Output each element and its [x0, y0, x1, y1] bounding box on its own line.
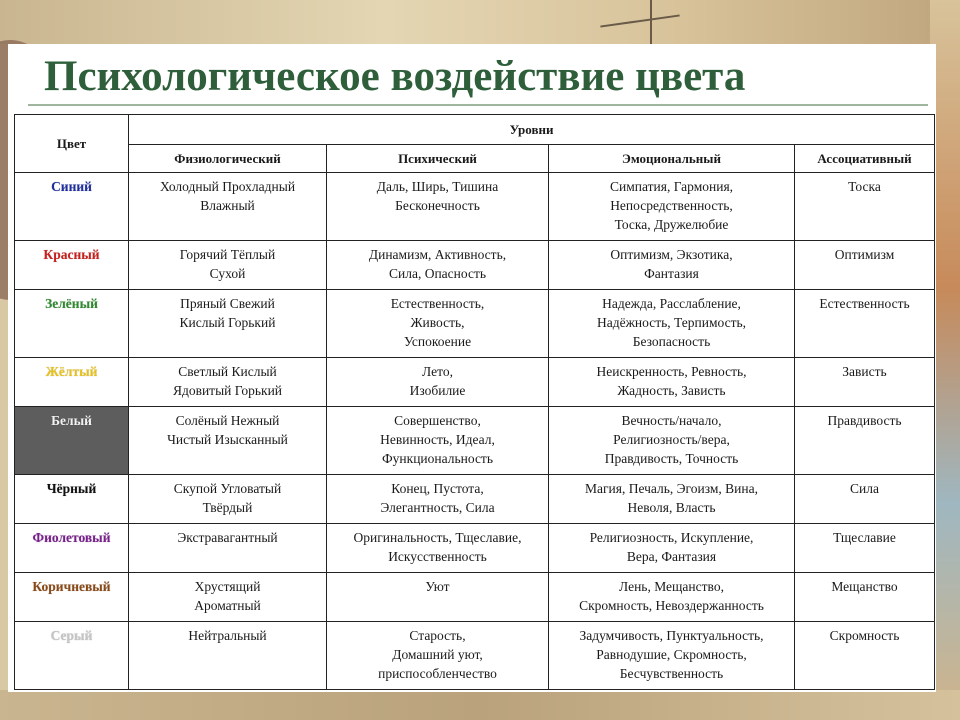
color-name: Белый — [15, 407, 129, 475]
color-name: Жёлтый — [15, 358, 129, 407]
color-name: Фиолетовый — [15, 524, 129, 573]
physiological-cell: Хрустящий Ароматный — [129, 573, 327, 622]
physiological-cell: Нейтральный — [129, 622, 327, 690]
table-row — [15, 573, 935, 622]
color-name: Коричневый — [15, 573, 129, 622]
background-bottom-band — [0, 690, 960, 720]
physiological-cell: Солёный Нежный Чистый Изысканный — [129, 407, 327, 475]
page-title: Психологическое воздействие цвета — [44, 53, 746, 100]
emotional-cell: Вечность/начало, Религиозность/вера, Правдивость, Точность — [549, 407, 795, 475]
color-name: Красный — [15, 241, 129, 290]
emotional-cell: Лень, Мещанство, Скромность, Невоздержанность — [549, 573, 795, 622]
physiological-cell: Экстравагантный — [129, 524, 327, 573]
table-row — [15, 241, 935, 290]
associative-cell: Мещанство — [795, 573, 935, 622]
color-name: Синий — [15, 173, 129, 241]
associative-cell: Скромность — [795, 622, 935, 690]
background-top-band — [0, 0, 960, 44]
physiological-cell: Светлый Кислый Ядовитый Горький — [129, 358, 327, 407]
physiological-cell: Пряный Свежий Кислый Горький — [129, 290, 327, 358]
background-line — [650, 0, 652, 44]
table-header-row — [15, 115, 935, 145]
emotional-cell: Оптимизм, Экзотика, Фантазия — [549, 241, 795, 290]
associative-cell: Правдивость — [795, 407, 935, 475]
slide — [8, 44, 936, 692]
color-psychology-table — [14, 114, 935, 690]
color-name: Чёрный — [15, 475, 129, 524]
associative-cell: Оптимизм — [795, 241, 935, 290]
physiological-cell: Скупой Угловатый Твёрдый — [129, 475, 327, 524]
associative-cell: Естественность — [795, 290, 935, 358]
associative-cell: Тщеславие — [795, 524, 935, 573]
psychic-cell: Уют — [327, 573, 549, 622]
psychic-cell: Совершенство, Невинность, Идеал, Функциональность — [327, 407, 549, 475]
emotional-cell: Магия, Печаль, Эгоизм, Вина, Неволя, Власть — [549, 475, 795, 524]
psychic-cell: Конец, Пустота, Элегантность, Сила — [327, 475, 549, 524]
table-row — [15, 475, 935, 524]
psychic-cell: Лето, Изобилие — [327, 358, 549, 407]
emotional-cell: Неискренность, Ревность, Жадность, Зависть — [549, 358, 795, 407]
associative-cell: Тоска — [795, 173, 935, 241]
psychic-cell: Оригинальность, Тщеславие, Искусственность — [327, 524, 549, 573]
emotional-cell: Религиозность, Искупление, Вера, Фантазия — [549, 524, 795, 573]
physiological-cell: Холодный Прохладный Влажный — [129, 173, 327, 241]
header-emotional: Эмоциональный — [549, 145, 795, 173]
psychic-cell: Даль, Ширь, Тишина Бесконечность — [327, 173, 549, 241]
emotional-cell: Надежда, Расслабление, Надёжность, Терпимость, Безопасность — [549, 290, 795, 358]
table-subheader-row — [15, 145, 935, 173]
table-row — [15, 173, 935, 241]
table-row — [15, 407, 935, 475]
table-row — [15, 358, 935, 407]
header-color: Цвет — [15, 115, 129, 173]
emotional-cell: Задумчивость, Пунктуальность, Равнодушие, Скромность, Бесчувственность — [549, 622, 795, 690]
physiological-cell: Горячий Тёплый Сухой — [129, 241, 327, 290]
color-name: Серый — [15, 622, 129, 690]
emotional-cell: Симпатия, Гармония, Непосредственность, Тоска, Дружелюбие — [549, 173, 795, 241]
header-psychic: Психический — [327, 145, 549, 173]
header-physiological: Физиологический — [129, 145, 327, 173]
header-associative: Ассоциативный — [795, 145, 935, 173]
table-row — [15, 524, 935, 573]
title-divider — [28, 104, 928, 106]
table-row — [15, 290, 935, 358]
header-levels: Уровни — [129, 115, 935, 145]
associative-cell: Зависть — [795, 358, 935, 407]
associative-cell: Сила — [795, 475, 935, 524]
table-row — [15, 622, 935, 690]
psychic-cell: Динамизм, Активность, Сила, Опасность — [327, 241, 549, 290]
color-name: Зелёный — [15, 290, 129, 358]
psychic-cell: Естественность, Живость, Успокоение — [327, 290, 549, 358]
psychic-cell: Старость, Домашний уют, приспособленчество — [327, 622, 549, 690]
